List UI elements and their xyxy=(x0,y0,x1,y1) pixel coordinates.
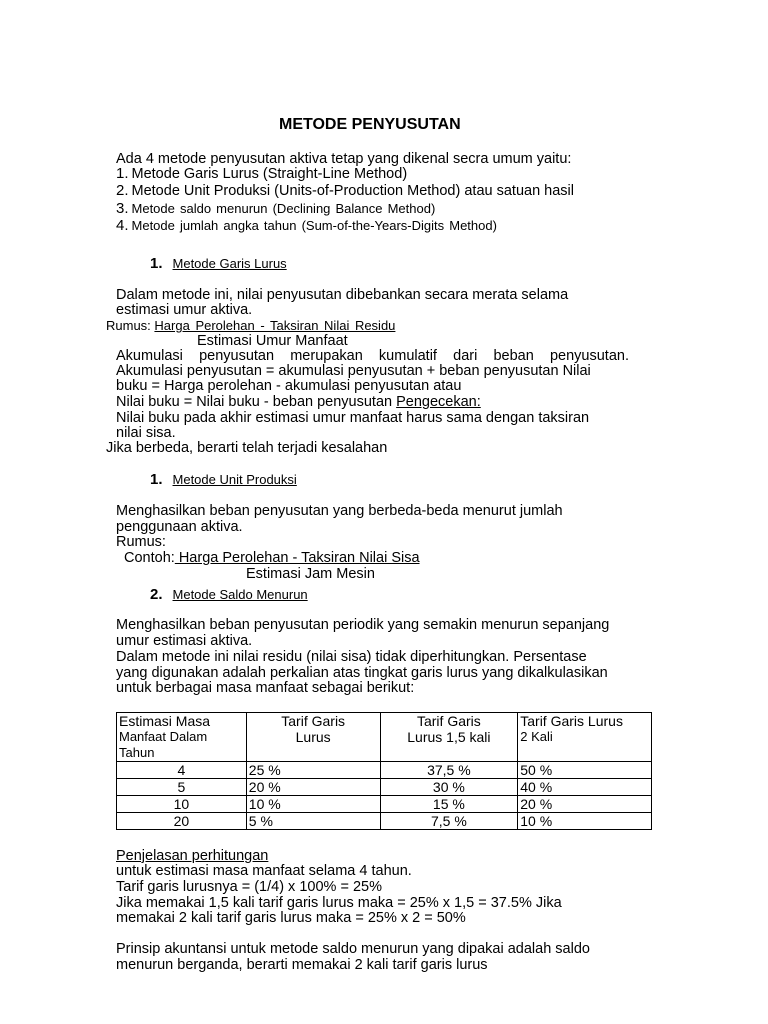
method-number: 4. xyxy=(116,217,129,234)
paragraph-line xyxy=(116,394,481,410)
paragraph-line: Menghasilkan beban penyusutan yang berbeda-beda menurut jumlah xyxy=(116,503,563,519)
table-row xyxy=(117,796,652,813)
paragraph-line: untuk estimasi masa manfaat selama 4 tahun. xyxy=(116,863,412,879)
paragraph-line: Prinsip akuntansi untuk metode saldo menurun yang dipakai adalah saldo xyxy=(116,941,590,957)
header-line: 2 Kali xyxy=(520,729,553,744)
table-cell: 10 % xyxy=(246,796,380,813)
paragraph-line: Dalam metode ini, nilai penyusutan dibebankan secara merata selama xyxy=(116,287,569,303)
paragraph-line: buku = Harga perolehan - akumulasi penyusutan atau xyxy=(116,378,462,394)
table-cell: 20 xyxy=(117,813,247,830)
table-row xyxy=(117,762,652,779)
formula-label: Rumus: xyxy=(116,534,166,550)
explanation-heading: Penjelasan perhitungan xyxy=(116,848,269,864)
paragraph-line: Nilai buku pada akhir estimasi umur manfaat harus sama dengan taksiran xyxy=(116,410,590,426)
table-cell: 50 % xyxy=(518,762,652,779)
paragraph-line: Akumulasi penyusutan = akumulasi penyusutan + beban penyusutan Nilai xyxy=(116,363,591,379)
formula-line xyxy=(106,318,395,334)
header-line: Tahun xyxy=(119,745,155,760)
method-number: 3. xyxy=(116,200,129,217)
section-title: Metode Saldo Menurun xyxy=(172,587,308,602)
header-line: Lurus 1,5 kali xyxy=(407,729,491,745)
table-row xyxy=(117,813,652,830)
method-number: 2. xyxy=(116,182,129,199)
table-cell: 10 % xyxy=(518,813,652,830)
table-cell: 15 % xyxy=(380,796,518,813)
paragraph-line: Akumulasi penyusutan merupakan kumulatif dari beban penyusutan. xyxy=(116,348,629,364)
table-cell: 10 xyxy=(117,796,247,813)
rate-table xyxy=(116,712,652,830)
section-number: 2. xyxy=(150,586,163,603)
table-cell: 7,5 % xyxy=(380,813,518,830)
header-line: Lurus xyxy=(295,729,331,745)
paragraph-line: penggunaan aktiva. xyxy=(116,519,243,535)
formula-label: Rumus: xyxy=(106,318,151,333)
paragraph-line: Jika memakai 1,5 kali tarif garis lurus maka = 25% x 1,5 = 37.5% Jika xyxy=(116,895,562,911)
paragraph-line: menurun berganda, berarti memakai 2 kali tarif garis lurus xyxy=(116,957,488,973)
paragraph-line: memakai 2 kali tarif garis lurus maka = 25% x 2 = 50% xyxy=(116,910,466,926)
header-line: Manfaat Dalam xyxy=(119,729,208,744)
table-header-cell xyxy=(518,713,652,762)
table-header-cell xyxy=(117,713,247,762)
formula-numerator: Harga Perolehan - Taksiran Nilai Sisa xyxy=(174,550,420,566)
table-cell: 30 % xyxy=(380,779,518,796)
section-heading-garis-lurus xyxy=(150,256,287,272)
header-line: Estimasi Masa xyxy=(119,713,211,729)
paragraph-line: Tarif garis lurusnya = (1/4) x 100% = 25% xyxy=(116,879,382,895)
table-header-row xyxy=(117,713,652,762)
header-line: Tarif Garis Lurus xyxy=(520,713,623,729)
paragraph-line: nilai sisa. xyxy=(116,425,176,441)
paragraph-line: untuk berbagai masa manfaat sebagai berikut: xyxy=(116,680,415,696)
formula-denominator: Estimasi Umur Manfaat xyxy=(197,333,348,349)
table-cell: 5 xyxy=(117,779,247,796)
method-text: Metode Garis Lurus (Straight-Line Method) xyxy=(131,166,408,182)
section-title: Metode Unit Produksi xyxy=(172,472,297,487)
table-cell: 20 % xyxy=(518,796,652,813)
paragraph-line: yang digunakan adalah perkalian atas tingkat garis lurus yang dikalkulasikan xyxy=(116,665,608,681)
formula-numerator: Harga Perolehan - Taksiran Nilai Residu xyxy=(154,318,396,333)
table-cell: 37,5 % xyxy=(380,762,518,779)
nilai-buku-text: Nilai buku = Nilai buku - beban penyusutan xyxy=(116,394,393,410)
method-text: Metode Unit Produksi (Units-of-Production Method) atau satuan hasil xyxy=(131,183,574,199)
table-header-cell xyxy=(380,713,518,762)
table-cell: 4 xyxy=(117,762,247,779)
section-heading-saldo-menurun xyxy=(150,587,308,603)
table-cell: 20 % xyxy=(246,779,380,796)
example-label: Contoh: xyxy=(124,550,175,566)
table-cell: 25 % xyxy=(246,762,380,779)
paragraph-line: Dalam metode ini nilai residu (nilai sisa) tidak diperhitungkan. Persentase xyxy=(116,649,587,665)
section-number: 1. xyxy=(150,255,163,272)
paragraph-line: Jika berbeda, berarti telah terjadi kesalahan xyxy=(106,440,388,456)
table-header-cell xyxy=(246,713,380,762)
paragraph-line: umur estimasi aktiva. xyxy=(116,633,253,649)
header-line: Tarif Garis xyxy=(281,713,346,729)
method-text: Metode saldo menurun (Declining Balance Method) xyxy=(131,201,436,216)
method-number: 1. xyxy=(116,165,129,182)
section-number: 1. xyxy=(150,471,163,488)
table-cell: 5 % xyxy=(246,813,380,830)
method-item-2 xyxy=(116,183,574,199)
intro-text: Ada 4 metode penyusutan aktiva tetap yang dikenal secra umum yaitu: xyxy=(116,151,572,167)
pengecekan-label: Pengecekan: xyxy=(396,394,481,410)
method-text: Metode jumlah angka tahun (Sum-of-the-Years-Digits Method) xyxy=(131,218,497,233)
section-title: Metode Garis Lurus xyxy=(172,256,287,271)
method-item-1 xyxy=(116,166,407,182)
formula-denominator: Estimasi Jam Mesin xyxy=(246,566,375,582)
page-title: METODE PENYUSUTAN xyxy=(279,116,461,133)
table-cell: 40 % xyxy=(518,779,652,796)
paragraph-line: Menghasilkan beban penyusutan periodik yang semakin menurun sepanjang xyxy=(116,617,610,633)
table-row xyxy=(117,779,652,796)
method-item-4 xyxy=(116,218,497,234)
paragraph-line: estimasi umur aktiva. xyxy=(116,302,253,318)
method-item-3 xyxy=(116,201,480,217)
section-heading-unit-produksi xyxy=(150,472,297,488)
header-line: Tarif Garis xyxy=(416,713,481,729)
formula-line xyxy=(124,550,420,566)
